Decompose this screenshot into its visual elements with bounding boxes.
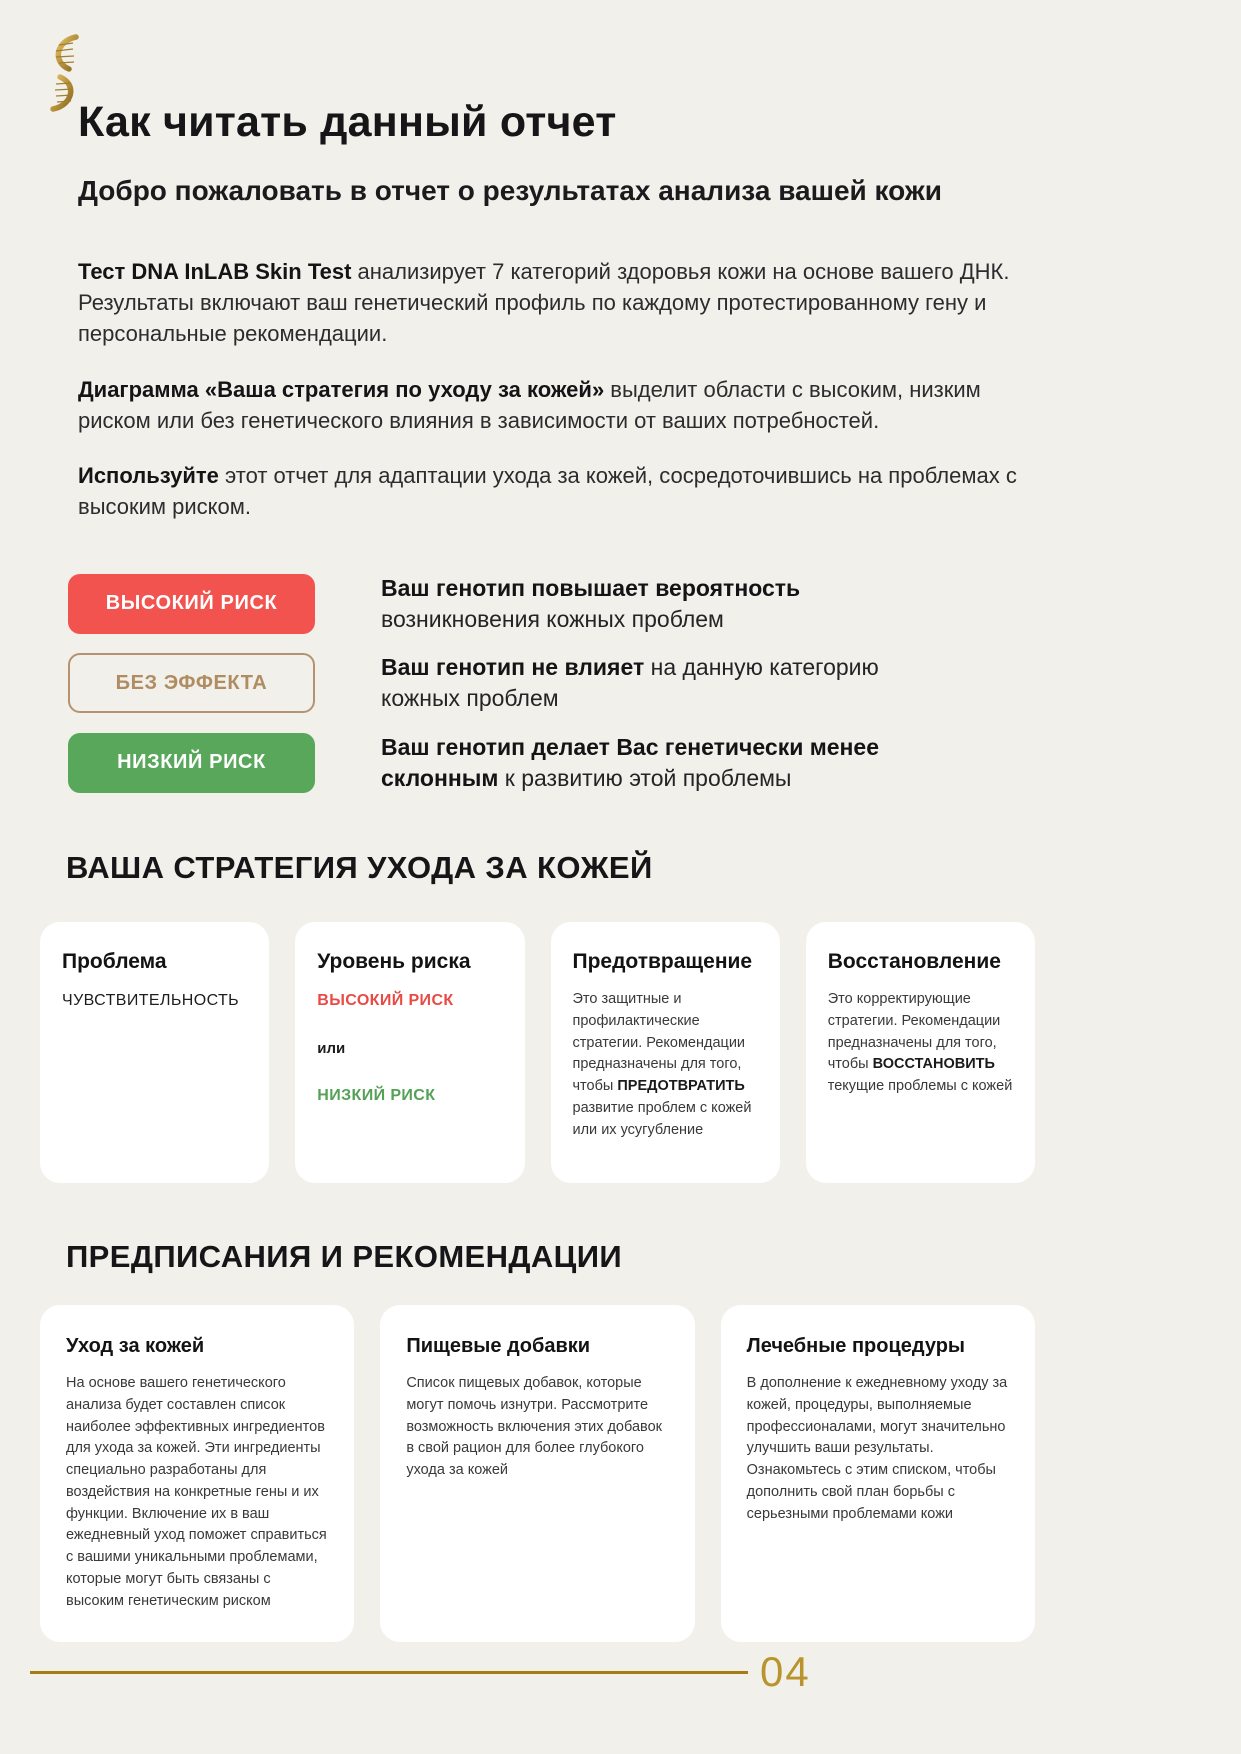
strategy-card-risk-level (295, 922, 524, 1183)
restoration-body-bold: ВОССТАНОВИТЬ (872, 1056, 995, 1073)
high-risk-badge: ВЫСОКИЙ РИСК (68, 574, 315, 634)
prevention-body (573, 989, 758, 1141)
risk-level-high: ВЫСОКИЙ РИСК (317, 992, 454, 1010)
prescriptions-card-treatments (721, 1305, 1035, 1642)
problem-value: ЧУВСТВИТЕЛЬНОСТЬ (62, 992, 240, 1010)
low-risk-description (381, 732, 881, 795)
card-title: Восстановление (827, 950, 1001, 974)
card-title: Уровень риска (317, 950, 471, 974)
low-risk-badge: НИЗКИЙ РИСК (68, 733, 315, 793)
risk-level-or: или (317, 1040, 346, 1058)
prevention-body-bold: ПРЕДОТВРАТИТЬ (617, 1078, 745, 1095)
prescriptions-cards (40, 1305, 1035, 1642)
skincare-body: На основе вашего генетического анализа будет составлен список наиболее эффективных ингредиентов для ухода за кожей. Эти ингредиенты специально разработаны для воздействия на конкретные гены и их функции. Включение их в ваш ежедневный уход поможет справиться с вашими уникальными проблемами, которые могут быть связаны с высоким генетическим риском (66, 1375, 327, 1609)
intro-paragraph (78, 256, 1018, 350)
low-risk-description-bold: Ваш генотип делает Вас генетически менее склонным (381, 733, 880, 791)
intro-paragraph (78, 374, 1018, 436)
risk-level-low: НИЗКИЙ РИСК (317, 1087, 436, 1105)
intro-paragraph-text: анализирует 7 категорий здоровья кожи на основе вашего ДНК. Результаты включают ваш генетический профиль по каждому протестированному гену и персональные рекомендации. (78, 258, 1010, 347)
dna-helix-logo-icon (44, 34, 86, 112)
treatments-body: В дополнение к ежедневному уходу за кожей, процедуры, выполняемые профессионалами, могут значительно улучшить ваши результаты. Ознакомьтесь с этим списком, чтобы дополнить свой план борьбы с серьезными проблемами кожи (746, 1375, 1008, 1522)
no-effect-badge: БЕЗ ЭФФЕКТА (68, 653, 315, 713)
strategy-card-prevention (551, 922, 780, 1183)
footer-gold-divider (30, 1671, 748, 1674)
header (0, 0, 1241, 210)
card-title: Предотвращение (572, 950, 753, 974)
strategy-card-restoration (806, 922, 1035, 1183)
strategy-cards (40, 922, 1035, 1183)
page-subtitle: Добро пожаловать в отчет о результатах анализа вашей кожи (78, 175, 942, 206)
intro-section (78, 256, 1241, 523)
card-title: Лечебные процедуры (746, 1335, 966, 1358)
intro-paragraph-lead: Тест DNA InLAB Skin Test (78, 258, 352, 284)
intro-paragraph-text: выделит области с высоким, низким риском или без генетического влияния в зависимости от ваших потребностей. (78, 376, 981, 433)
prevention-body-post: развитие проблем с кожей или их усугубление (572, 1099, 752, 1138)
card-title: Уход за кожей (66, 1335, 205, 1358)
intro-paragraph-lead: Диаграмма «Ваша стратегия по уходу за кожей» (78, 376, 605, 402)
card-title: Проблема (62, 950, 167, 974)
legend-row-low-risk (68, 732, 1241, 795)
risk-legend (68, 573, 1241, 795)
prevention-body-pre: Это защитные и профилактические стратегии. Рекомендации предназначены для того, чтобы (572, 991, 746, 1095)
high-risk-description (381, 573, 881, 636)
prescriptions-card-supplements (380, 1305, 694, 1642)
intro-paragraph-text: этот отчет для адаптации ухода за кожей, сосредоточившись на проблемах с высоким риском. (78, 463, 1017, 520)
page-number: 04 (760, 1648, 811, 1695)
no-effect-description-bold: Ваш генотип не влияет (381, 654, 645, 681)
high-risk-description-text: возникновения кожных проблем (381, 605, 724, 632)
restoration-body-pre: Это корректирующие стратегии. Рекомендации предназначены для того, чтобы (827, 991, 1001, 1073)
legend-row-high-risk (68, 573, 1241, 636)
page-title: Как читать данный отчет (78, 98, 617, 146)
prescriptions-section-heading: ПРЕДПИСАНИЯ И РЕКОМЕНДАЦИИ (66, 1239, 623, 1275)
strategy-card-problem (40, 922, 269, 1183)
high-risk-description-bold: Ваш генотип повышает вероятность (381, 574, 801, 601)
strategy-section-heading: ВАША СТРАТЕГИЯ УХОДА ЗА КОЖЕЙ (66, 850, 653, 886)
prescriptions-card-skincare (40, 1305, 354, 1642)
card-title: Пищевые добавки (406, 1335, 591, 1358)
restoration-body-post: текущие проблемы с кожей (827, 1078, 1013, 1095)
no-effect-description-text: на данную категорию кожных проблем (381, 654, 879, 712)
restoration-body (828, 989, 1013, 1098)
supplements-body: Список пищевых добавок, которые могут помочь изнутри. Рассмотрите возможность включения этих добавок в свой рацион для более глубокого ухода за кожей (406, 1375, 662, 1479)
legend-row-no-effect (68, 652, 1241, 715)
intro-paragraph (78, 460, 1018, 522)
no-effect-description (381, 652, 881, 715)
intro-paragraph-lead: Используйте (78, 463, 219, 489)
low-risk-description-text: к развитию этой проблемы (498, 764, 792, 791)
